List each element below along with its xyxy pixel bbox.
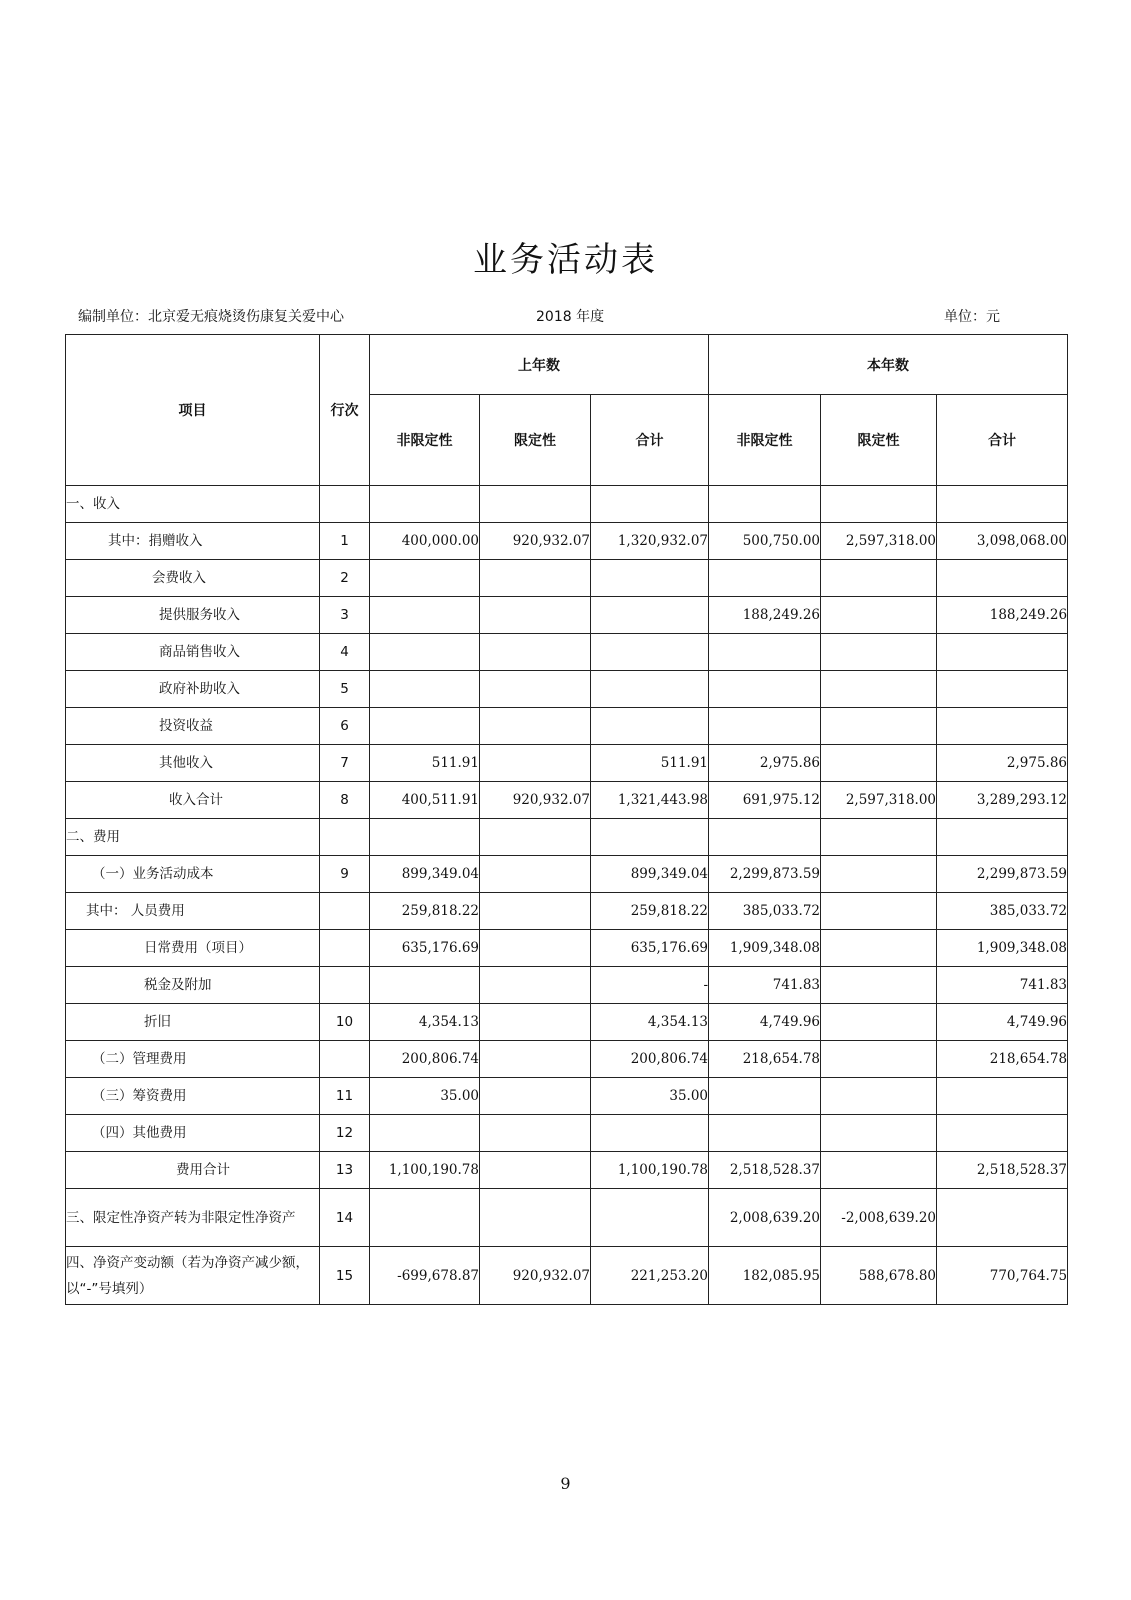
row-number: 13 xyxy=(320,1152,370,1189)
cell-curr-total: 188,249.26 xyxy=(937,597,1068,634)
cell-prev-total: - xyxy=(591,967,709,1004)
header-prev-year: 上年数 xyxy=(370,335,709,395)
row-item-label: 一、收入 xyxy=(66,486,320,523)
cell-prev-unrestricted: 635,176.69 xyxy=(370,930,480,967)
cell-prev-restricted: 920,932.07 xyxy=(480,523,591,560)
cell-curr-total: 2,518,528.37 xyxy=(937,1152,1068,1189)
cell-prev-restricted xyxy=(480,486,591,523)
row-item-label: 收入合计 xyxy=(66,782,320,819)
header-item: 项目 xyxy=(66,335,320,486)
cell-prev-restricted xyxy=(480,597,591,634)
row-item-label: 费用合计 xyxy=(66,1152,320,1189)
cell-prev-restricted xyxy=(480,560,591,597)
row-number: 4 xyxy=(320,634,370,671)
table-row xyxy=(66,486,1068,523)
row-item-label: 税金及附加 xyxy=(66,967,320,1004)
cell-curr-restricted: 2,597,318.00 xyxy=(821,782,937,819)
row-number: 8 xyxy=(320,782,370,819)
cell-curr-restricted xyxy=(821,486,937,523)
cell-curr-total: 385,033.72 xyxy=(937,893,1068,930)
cell-curr-total: 3,289,293.12 xyxy=(937,782,1068,819)
cell-prev-restricted xyxy=(480,856,591,893)
cell-curr-unrestricted: 188,249.26 xyxy=(709,597,821,634)
cell-prev-unrestricted: 4,354.13 xyxy=(370,1004,480,1041)
cell-prev-restricted xyxy=(480,1078,591,1115)
cell-curr-restricted xyxy=(821,1004,937,1041)
table-row xyxy=(66,523,1068,560)
cell-curr-total xyxy=(937,819,1068,856)
table-row xyxy=(66,856,1068,893)
table-row xyxy=(66,1152,1068,1189)
cell-prev-total: 899,349.04 xyxy=(591,856,709,893)
cell-prev-total: 221,253.20 xyxy=(591,1247,709,1305)
cell-curr-total: 4,749.96 xyxy=(937,1004,1068,1041)
row-number xyxy=(320,486,370,523)
row-number xyxy=(320,1041,370,1078)
cell-curr-total xyxy=(937,671,1068,708)
table-row xyxy=(66,819,1068,856)
cell-prev-unrestricted xyxy=(370,1115,480,1152)
row-item-label: 会费收入 xyxy=(66,560,320,597)
cell-curr-total xyxy=(937,634,1068,671)
header-curr-unrestricted: 非限定性 xyxy=(709,395,821,486)
cell-prev-unrestricted: 511.91 xyxy=(370,745,480,782)
cell-prev-total xyxy=(591,708,709,745)
cell-curr-unrestricted: 4,749.96 xyxy=(709,1004,821,1041)
cell-prev-restricted xyxy=(480,634,591,671)
header-prev-unrestricted: 非限定性 xyxy=(370,395,480,486)
cell-prev-restricted xyxy=(480,967,591,1004)
table-row xyxy=(66,634,1068,671)
table-row xyxy=(66,893,1068,930)
table-row xyxy=(66,708,1068,745)
header-curr-total: 合计 xyxy=(937,395,1068,486)
cell-curr-restricted xyxy=(821,1041,937,1078)
cell-curr-unrestricted xyxy=(709,486,821,523)
cell-prev-restricted xyxy=(480,1004,591,1041)
row-item-label: 提供服务收入 xyxy=(66,597,320,634)
cell-prev-total: 635,176.69 xyxy=(591,930,709,967)
cell-curr-restricted xyxy=(821,1078,937,1115)
cell-curr-total: 1,909,348.08 xyxy=(937,930,1068,967)
cell-curr-total: 218,654.78 xyxy=(937,1041,1068,1078)
cell-prev-restricted xyxy=(480,930,591,967)
cell-prev-unrestricted: 899,349.04 xyxy=(370,856,480,893)
row-item-label: 四、净资产变动额（若为净资产减少额，以“-”号填列） xyxy=(66,1247,320,1305)
cell-prev-restricted: 920,932.07 xyxy=(480,1247,591,1305)
cell-curr-restricted xyxy=(821,745,937,782)
row-number: 5 xyxy=(320,671,370,708)
cell-curr-unrestricted xyxy=(709,634,821,671)
cell-prev-restricted xyxy=(480,819,591,856)
cell-curr-unrestricted xyxy=(709,1078,821,1115)
preparing-unit: 编制单位：北京爱无痕烧烫伤康复关爱中心 xyxy=(78,309,344,325)
table-row xyxy=(66,782,1068,819)
row-item-label: 政府补助收入 xyxy=(66,671,320,708)
row-item-label: 其他收入 xyxy=(66,745,320,782)
cell-curr-restricted xyxy=(821,930,937,967)
table-row xyxy=(66,597,1068,634)
cell-prev-unrestricted xyxy=(370,597,480,634)
page-title: 业务活动表 xyxy=(473,240,658,280)
cell-prev-unrestricted xyxy=(370,1189,480,1247)
cell-curr-restricted: 588,678.80 xyxy=(821,1247,937,1305)
cell-curr-unrestricted: 500,750.00 xyxy=(709,523,821,560)
cell-curr-restricted: 2,597,318.00 xyxy=(821,523,937,560)
report-year: 2018 年度 xyxy=(536,309,605,325)
cell-curr-restricted xyxy=(821,856,937,893)
header-curr-restricted: 限定性 xyxy=(821,395,937,486)
cell-prev-restricted xyxy=(480,671,591,708)
cell-prev-unrestricted xyxy=(370,560,480,597)
header-prev-restricted: 限定性 xyxy=(480,395,591,486)
cell-curr-unrestricted: 385,033.72 xyxy=(709,893,821,930)
table-row xyxy=(66,560,1068,597)
cell-curr-total: 2,299,873.59 xyxy=(937,856,1068,893)
row-item-label: 其中： 人员费用 xyxy=(66,893,320,930)
table-row xyxy=(66,1078,1068,1115)
cell-curr-total: 3,098,068.00 xyxy=(937,523,1068,560)
row-number: 10 xyxy=(320,1004,370,1041)
cell-prev-total xyxy=(591,819,709,856)
cell-curr-unrestricted xyxy=(709,671,821,708)
cell-curr-restricted xyxy=(821,597,937,634)
row-item-label: （三）筹资费用 xyxy=(66,1078,320,1115)
cell-curr-restricted xyxy=(821,967,937,1004)
cell-curr-restricted: -2,008,639.20 xyxy=(821,1189,937,1247)
table-row xyxy=(66,1115,1068,1152)
cell-curr-unrestricted: 2,299,873.59 xyxy=(709,856,821,893)
cell-curr-restricted xyxy=(821,708,937,745)
cell-curr-restricted xyxy=(821,634,937,671)
table-row xyxy=(66,1004,1068,1041)
row-number xyxy=(320,930,370,967)
table-row xyxy=(66,1247,1068,1305)
row-number: 14 xyxy=(320,1189,370,1247)
cell-prev-total: 4,354.13 xyxy=(591,1004,709,1041)
row-number: 9 xyxy=(320,856,370,893)
cell-prev-restricted xyxy=(480,1041,591,1078)
row-item-label: 商品销售收入 xyxy=(66,634,320,671)
table-row xyxy=(66,745,1068,782)
row-item-label: 日常费用（项目） xyxy=(66,930,320,967)
cell-prev-total xyxy=(591,1189,709,1247)
cell-prev-unrestricted xyxy=(370,967,480,1004)
cell-prev-unrestricted: 400,000.00 xyxy=(370,523,480,560)
cell-prev-restricted xyxy=(480,1189,591,1247)
cell-prev-unrestricted: 1,100,190.78 xyxy=(370,1152,480,1189)
cell-prev-unrestricted xyxy=(370,708,480,745)
currency-unit: 单位：元 xyxy=(944,309,1000,325)
cell-curr-unrestricted: 2,975.86 xyxy=(709,745,821,782)
cell-curr-unrestricted xyxy=(709,560,821,597)
cell-curr-unrestricted xyxy=(709,1115,821,1152)
cell-curr-restricted xyxy=(821,1152,937,1189)
cell-curr-unrestricted xyxy=(709,708,821,745)
cell-prev-unrestricted: 259,818.22 xyxy=(370,893,480,930)
cell-prev-total xyxy=(591,597,709,634)
cell-curr-unrestricted: 2,518,528.37 xyxy=(709,1152,821,1189)
cell-prev-total: 1,100,190.78 xyxy=(591,1152,709,1189)
cell-prev-restricted xyxy=(480,745,591,782)
row-number: 7 xyxy=(320,745,370,782)
cell-prev-total: 200,806.74 xyxy=(591,1041,709,1078)
cell-curr-unrestricted: 741.83 xyxy=(709,967,821,1004)
cell-prev-restricted xyxy=(480,1152,591,1189)
activity-statement-table xyxy=(65,334,1068,1305)
table-row xyxy=(66,1189,1068,1247)
cell-curr-total xyxy=(937,1115,1068,1152)
cell-prev-total xyxy=(591,486,709,523)
row-item-label: 三、限定性净资产转为非限定性净资产 xyxy=(66,1189,320,1247)
table-row xyxy=(66,1041,1068,1078)
row-item-label: （二）管理费用 xyxy=(66,1041,320,1078)
cell-curr-restricted xyxy=(821,819,937,856)
cell-prev-total xyxy=(591,1115,709,1152)
cell-prev-total xyxy=(591,671,709,708)
cell-prev-unrestricted: 35.00 xyxy=(370,1078,480,1115)
cell-prev-total: 35.00 xyxy=(591,1078,709,1115)
cell-curr-restricted xyxy=(821,560,937,597)
cell-curr-unrestricted xyxy=(709,819,821,856)
cell-prev-unrestricted xyxy=(370,634,480,671)
cell-curr-restricted xyxy=(821,893,937,930)
row-number xyxy=(320,893,370,930)
row-number: 6 xyxy=(320,708,370,745)
cell-curr-total xyxy=(937,486,1068,523)
row-item-label: （一）业务活动成本 xyxy=(66,856,320,893)
row-item-label: 投资收益 xyxy=(66,708,320,745)
cell-curr-unrestricted: 218,654.78 xyxy=(709,1041,821,1078)
cell-prev-restricted xyxy=(480,708,591,745)
cell-prev-restricted xyxy=(480,1115,591,1152)
row-item-label: 折旧 xyxy=(66,1004,320,1041)
cell-prev-unrestricted xyxy=(370,819,480,856)
row-number: 12 xyxy=(320,1115,370,1152)
cell-prev-total xyxy=(591,560,709,597)
row-item-label: （四）其他费用 xyxy=(66,1115,320,1152)
cell-curr-total: 770,764.75 xyxy=(937,1247,1068,1305)
cell-prev-total: 1,320,932.07 xyxy=(591,523,709,560)
cell-curr-total: 2,975.86 xyxy=(937,745,1068,782)
cell-prev-total xyxy=(591,634,709,671)
cell-curr-total xyxy=(937,560,1068,597)
cell-curr-unrestricted: 2,008,639.20 xyxy=(709,1189,821,1247)
cell-prev-unrestricted: 400,511.91 xyxy=(370,782,480,819)
cell-prev-unrestricted xyxy=(370,671,480,708)
cell-curr-total xyxy=(937,1078,1068,1115)
table-row xyxy=(66,671,1068,708)
cell-curr-unrestricted: 182,085.95 xyxy=(709,1247,821,1305)
cell-curr-total xyxy=(937,708,1068,745)
cell-curr-total xyxy=(937,1189,1068,1247)
row-item-label: 二、费用 xyxy=(66,819,320,856)
header-row-no: 行次 xyxy=(320,335,370,486)
table-row xyxy=(66,967,1068,1004)
cell-curr-unrestricted: 691,975.12 xyxy=(709,782,821,819)
row-number: 2 xyxy=(320,560,370,597)
row-number: 1 xyxy=(320,523,370,560)
cell-prev-restricted xyxy=(480,893,591,930)
cell-curr-total: 741.83 xyxy=(937,967,1068,1004)
cell-prev-restricted: 920,932.07 xyxy=(480,782,591,819)
row-number xyxy=(320,967,370,1004)
cell-prev-total: 511.91 xyxy=(591,745,709,782)
row-number: 11 xyxy=(320,1078,370,1115)
cell-curr-restricted xyxy=(821,1115,937,1152)
cell-prev-unrestricted: -699,678.87 xyxy=(370,1247,480,1305)
row-item-label: 其中：捐赠收入 xyxy=(66,523,320,560)
row-number: 3 xyxy=(320,597,370,634)
row-number: 15 xyxy=(320,1247,370,1305)
row-number xyxy=(320,819,370,856)
cell-prev-total: 259,818.22 xyxy=(591,893,709,930)
header-prev-total: 合计 xyxy=(591,395,709,486)
cell-curr-restricted xyxy=(821,671,937,708)
cell-prev-total: 1,321,443.98 xyxy=(591,782,709,819)
cell-prev-unrestricted: 200,806.74 xyxy=(370,1041,480,1078)
page-number: 9 xyxy=(560,1474,571,1493)
cell-prev-unrestricted xyxy=(370,486,480,523)
cell-curr-unrestricted: 1,909,348.08 xyxy=(709,930,821,967)
table-row xyxy=(66,930,1068,967)
header-curr-year: 本年数 xyxy=(709,335,1068,395)
